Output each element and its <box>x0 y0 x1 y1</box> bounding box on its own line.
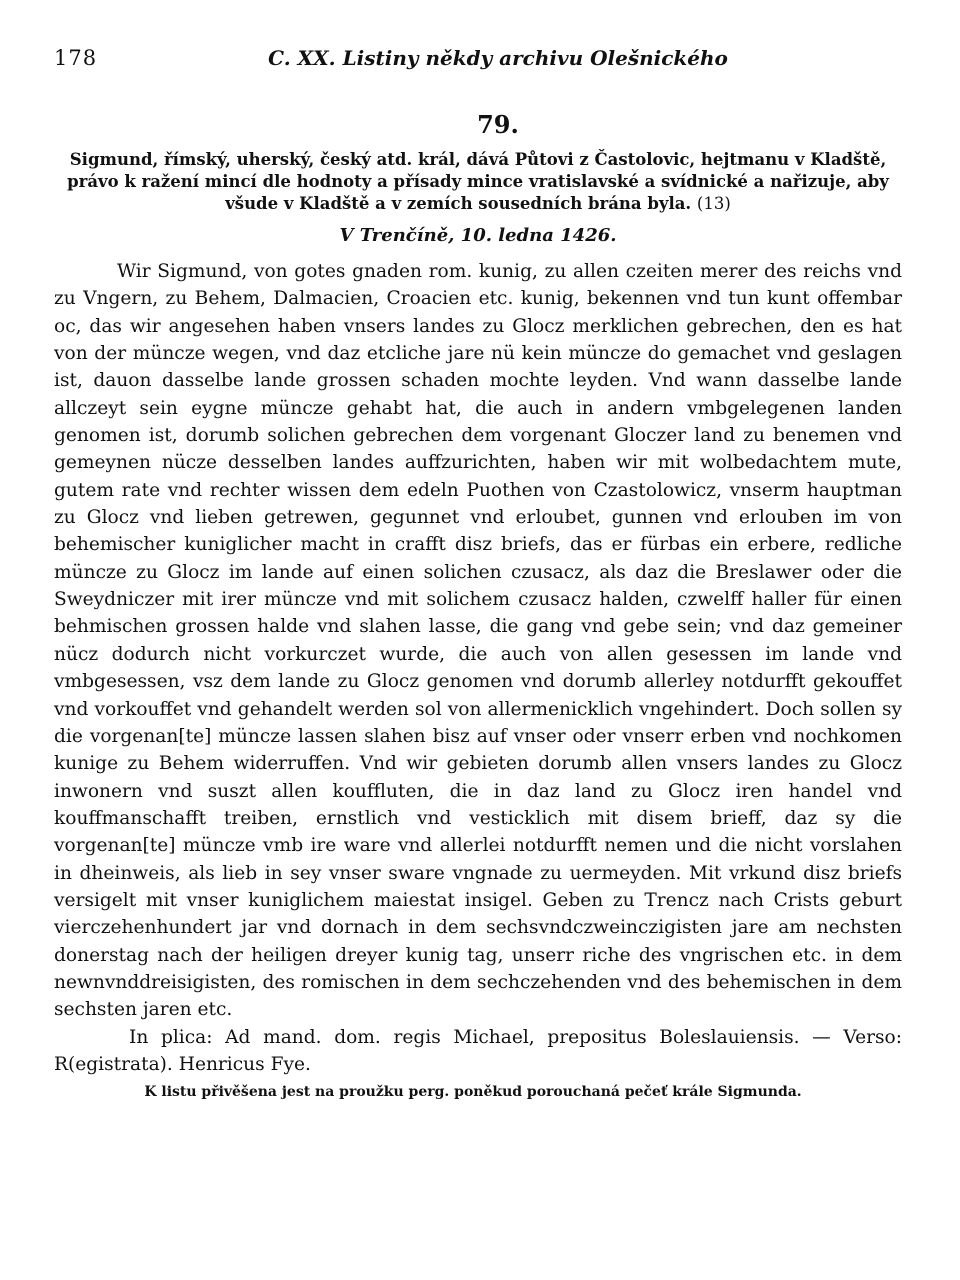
page-number: 178 <box>54 46 98 70</box>
regest-text: Sigmund, římský, uherský, český atd. král, dává Půtovi z Častolovic, hejtmanu v Kladště, právo k ražení mincí dle hodnoty a přísady mince vratislavské a svídnické a nařizuje, aby všude v Kladště a v zemích sousedních brána byla. <box>67 150 889 213</box>
plica-note <box>54 1024 902 1079</box>
place-and-date: V Trenčíně, 10. ledna 1426. <box>339 225 617 246</box>
page-header <box>54 38 902 82</box>
document-number: 79. <box>477 110 519 139</box>
regest-reference: (13) <box>696 194 731 213</box>
seal-note: K listu přivěšena jest na proužku perg. poněkud porouchaná pečeť krále Sigmunda. <box>144 1084 802 1101</box>
running-title: C. XX. Listiny někdy archivu Olešnického <box>268 46 728 70</box>
charter-text <box>54 258 902 1024</box>
charter-body: Wir Sigmund, von gotes gnaden rom. kunig, zu allen czeiten merer des reichs vnd zu Vngern, zu Behem, Dalmacien, Croacien etc. kunig, bekennen vnd tun kunt offembar oc, das wir angesehen haben vnsers landes zu Glocz merklichen gebrechen, den es hat von der müncze wegen, vnd daz etcliche jare nü kein müncze do gemachet vnd geslagen ist, dauon dasselbe lande grossen schaden mochte leyden. Vnd wann dasselbe lande allczeyt sein eygne müncze gehabt hat, die auch in andern vmbgelegenen landen genomen ist, dorumb solichen gebrechen dem vorgenant Gloczer land zu benemen vnd gemeynen nücze desselben landes auffzurichten, haben wir mit wolbedachtem mute, gutem rate vnd rechter wissen dem edeln Puothen von Czastolowicz, vnserm hauptman zu Glocz vnd lieben getrewen, gegunnet vnd erloubet, gunnen vnd erlouben im von behemischer kuniglicher macht in crafft disz briefs, das er fürbas ein erbere, redliche müncze zu Glocz im lande auf einen solichen czusacz, als daz die Breslawer oder die Sweydniczer mit irer müncze vnd mit solichem czusacz halden, czwelff haller für einen behmischen grossen halde vnd slahen lasse, die gang vnd gebe sein; vnd daz gemeiner nücz dodurch nicht vorkurczet wurde, die auch von allen gesessen im lande vnd vmbgesessen, vsz dem lande zu Glocz genomen vnd dorumb allerley notdurfft gekouffet vnd vorkouffet vnd gehandelt werden sol von allermenicklich vngehindert. Doch sollen sy die vorgenan[te] müncze lassen slahen bisz auf vnser oder vnserr erben vnd nochkomen kunige zu Behem widerruffen. Vnd wir gebieten dorumb allen vnsers landes zu Glocz inwonern vnd suszt allen kouffluten, die in daz land zu Glocz iren handel vnd kouffmanschafft treiben, ernstlich vnd vesticklich mit disem brieff, daz sy die vorgenan[te] müncze vmb ire ware vnd allerlei notdurfft nemen und die nicht vorslahen in dheinweis, als lieb in sey vnser sware vngnade zu uermeyden. Mit vrkund disz briefs versigelt mit vnser kuniglichem maiestat insigel. Geben zu Trencz nach Crists geburt vierczehenhundert jar vnd dornach in dem sechsvndczweinczigisten jare am nechsten donerstag nach der heiligen dreyer kunig tag, unserr riche des vngrischen etc. in dem newnvnddreisigisten, des romischen in dem sechczehenden vnd des behemischen in dem sechsten jaren etc. <box>54 261 902 1021</box>
regest <box>54 149 902 215</box>
plica-text: In plica: Ad mand. dom. regis Michael, prepositus Boleslauiensis. — Verso: R(egistrata). Henricus Fye. <box>54 1026 902 1075</box>
